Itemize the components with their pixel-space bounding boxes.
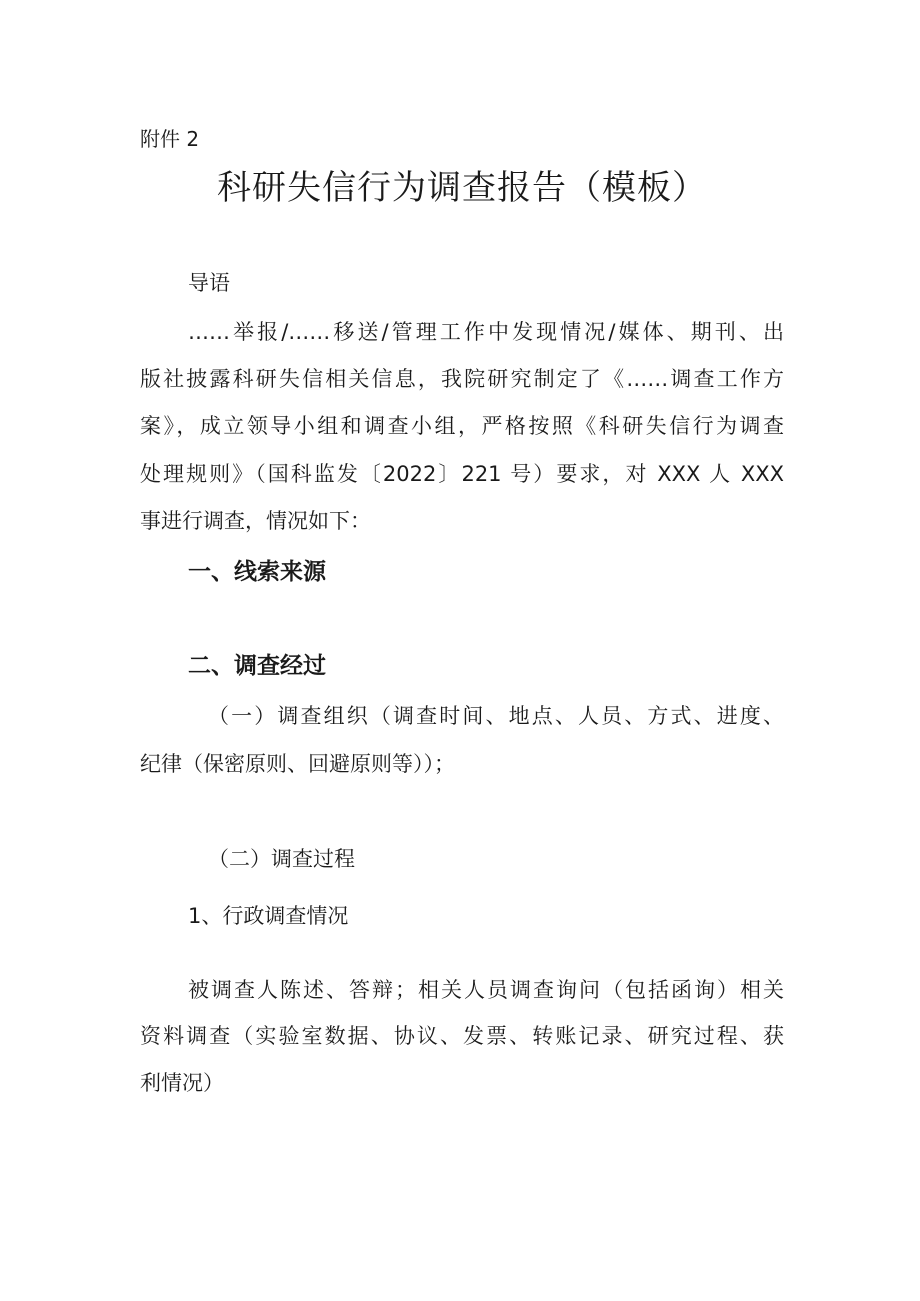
subsection-heading-admin: 1、行政调查情况	[188, 904, 349, 928]
subsection-heading-process: （二）调查过程	[208, 847, 355, 871]
intro-line: 事进行调查，情况如下：	[140, 509, 371, 533]
intro-line: 版社披露科研失信相关信息，我院研究制定了《……调查工作方	[140, 367, 784, 391]
intro-heading: 导语	[188, 271, 230, 295]
document-title: 科研失信行为调查报告（模板）	[217, 168, 707, 208]
intro-line: 处理规则》（国科监发〔2022〕221 号）要求，对 XXX 人 XXX	[140, 462, 784, 486]
intro-line: 案》，成立领导小组和调查小组，严格按照《科研失信行为调查	[140, 414, 784, 438]
admin-line: 利情况）	[140, 1071, 224, 1095]
section-heading-investigation: 二、调查经过	[188, 653, 326, 679]
section-heading-clue-source: 一、线索来源	[188, 559, 326, 585]
organization-line: （一）调查组织（调查时间、地点、人员、方式、进度、	[208, 704, 784, 728]
admin-line: 被调查人陈述、答辩；相关人员调查询问（包括函询）相关	[188, 978, 784, 1002]
intro-line: ……举报/……移送/管理工作中发现情况/媒体、期刊、出	[188, 320, 784, 344]
admin-line: 资料调查（实验室数据、协议、发票、转账记录、研究过程、获	[140, 1024, 784, 1048]
organization-line: 纪律（保密原则、回避原则等））；	[140, 752, 455, 776]
attachment-label: 附件 2	[140, 127, 200, 151]
